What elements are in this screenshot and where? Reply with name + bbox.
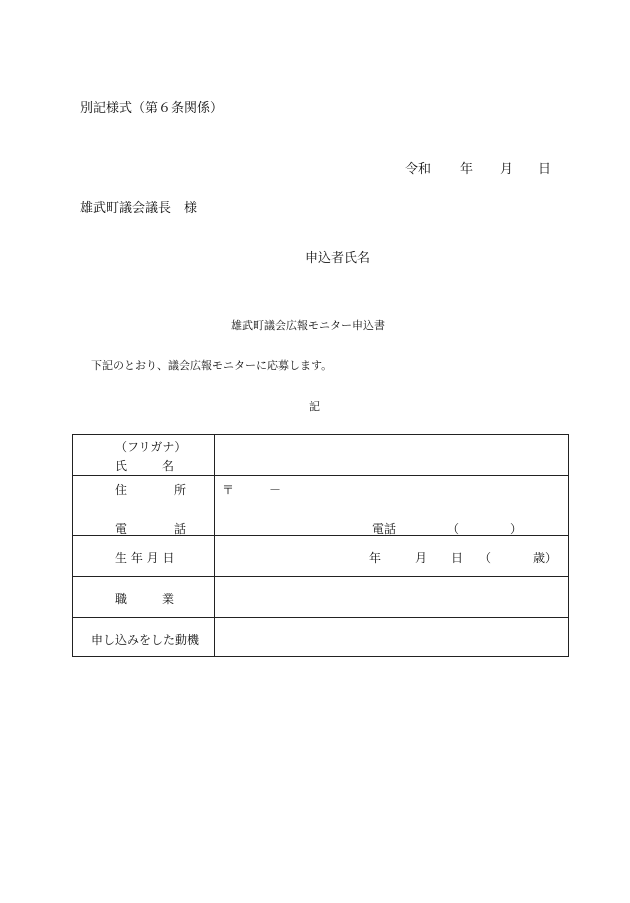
- document-title: 雄武町議会広報モニター申込書: [231, 319, 385, 332]
- birth-day-label: 日: [451, 551, 464, 565]
- application-table: [72, 434, 569, 657]
- statement: 下記のとおり、議会広報モニターに応募します。: [91, 359, 333, 372]
- postal-mark: 〒: [222, 483, 235, 497]
- birthdate-label: 生 年 月 日: [115, 551, 175, 565]
- address-label-first: 住: [115, 483, 128, 497]
- phone-paren-close: ）: [510, 522, 523, 536]
- age-paren-open: （: [479, 551, 492, 565]
- phone-label-second: 話: [174, 522, 187, 536]
- name-field[interactable]: [219, 439, 564, 473]
- occupation-row: [73, 576, 568, 617]
- postal-dash: －: [269, 483, 282, 497]
- address-label-second: 所: [174, 483, 187, 497]
- phone-label-first: 電: [115, 522, 128, 536]
- addressee: 雄武町議会議長 様: [80, 201, 198, 216]
- address-row: [73, 475, 568, 535]
- motive-row: [73, 617, 568, 657]
- phone-paren-open: （: [447, 522, 460, 536]
- birth-year-label: 年: [369, 551, 382, 565]
- phone-inline-label: 電話: [372, 522, 397, 536]
- furigana-label: （フリガナ）: [115, 440, 187, 454]
- birthdate-row: [73, 535, 568, 576]
- birth-month-label: 月: [415, 551, 428, 565]
- name-label-first: 氏: [115, 459, 128, 473]
- age-label: 歳）: [533, 551, 558, 565]
- name-label-second: 名: [162, 459, 175, 473]
- ki-label: 記: [309, 400, 320, 413]
- occupation-label-first: 職: [115, 592, 128, 606]
- occupation-label-second: 業: [162, 592, 175, 606]
- form-reference: 別記様式（第６条関係）: [80, 101, 224, 116]
- date-era: 令和: [405, 162, 432, 177]
- applicant-name-label: 申込者氏名: [305, 251, 371, 266]
- date-day: 日: [538, 162, 552, 177]
- date-year: 年: [460, 162, 474, 177]
- motive-label: 申し込みをした動機: [91, 633, 200, 647]
- date-month: 月: [500, 162, 514, 177]
